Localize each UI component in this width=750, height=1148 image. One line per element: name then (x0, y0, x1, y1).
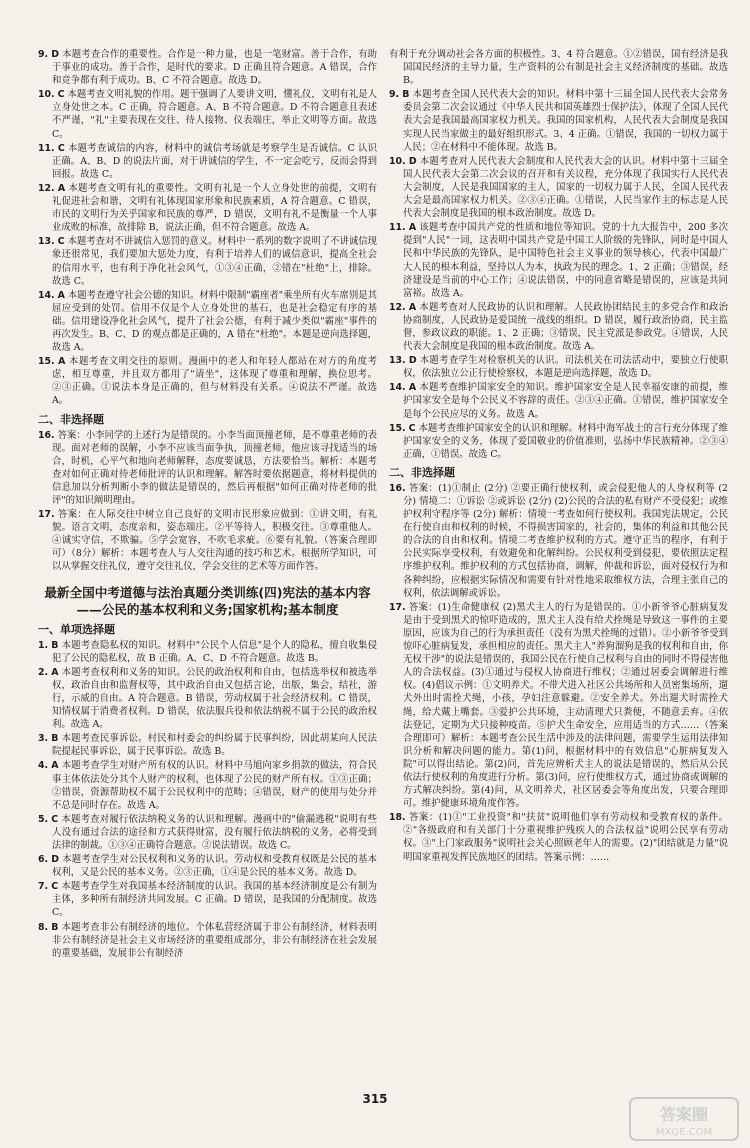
left-items-c (38, 639, 377, 960)
left-items-b (38, 429, 377, 574)
item-answer: C (57, 236, 65, 248)
item-answer: D (408, 355, 417, 367)
item-number: 8. (38, 921, 49, 933)
watermark-logo (628, 1096, 740, 1142)
item-answer: A (51, 666, 59, 678)
answer-item (389, 221, 728, 300)
item-number: 16. (38, 429, 55, 441)
item-number: 4. (38, 760, 49, 772)
item-number: 16. (389, 482, 406, 494)
item-answer: A (51, 760, 59, 772)
left-items-a (38, 48, 377, 408)
item-answer: B (51, 639, 59, 651)
item-number: 10. (38, 89, 55, 101)
right-items-b (389, 482, 728, 864)
answer-item (389, 811, 728, 863)
answer-item (38, 355, 377, 407)
item-answer: D (408, 155, 417, 167)
item-text: 有利于充分调动社会各方面的积极性。3、4 符合题意。①②错误，国有经济是我国国民经济的主导力量，生产资料的公有制是社会主义经济制度的基础。故选 B。 (389, 49, 728, 87)
item-answer: A (408, 382, 417, 394)
item-number: 6. (38, 854, 49, 866)
item-answer: C (408, 422, 416, 434)
answer-item (38, 182, 377, 234)
answer-item (38, 921, 377, 960)
item-text: 本题考查合作的重要性。合作是一种力量，也是一笔财富。善于合作，有助于事业的成功。善于合作，是时代的要求。D 正确且符合题意。A 错误，合作和竞争都有利于成功。B、C 不符合题意。故选 D。 (52, 49, 377, 87)
item-text: 本题考查非公有制经济的地位。个体私营经济属于非公有制经济，材料表明非公有制经济是社会主义市场经济的重要组成部分，非公有制经济在社会发展的重要基础，发展非公有制经济 (52, 921, 377, 959)
answer-item (38, 759, 377, 811)
item-number: 14. (38, 289, 55, 301)
item-text: 本题考查全国人民代表大会的知识。材料中第十三届全国人民代表大会常务委员会第二次会议通过《中华人民共和国英雄烈士保护法》，体现了全国人民代表大会是我国最高国家权力机关。我国的国家机构，人民代表大会制度是我国实现人民当家做主的最好组织形式。3、4 正确。①错误，我国的一切权力属于人民；②在材料中不能体现。故选 B。 (403, 89, 728, 153)
item-text: 本题考查权利和义务的知识。公民的政治权利和自由，包括选举权和被选举权，政治自由和监督权等，其中政治自由又包括言论，出版，集会，结社，游行，示威的自由。A 符合题意。B 错误，劳动权属于社会经济权利。C 错误，知情权属于消费者权利。D 错误，依法服兵役和依法纳税不属于公民的政治权利。故选 A。 (52, 666, 377, 731)
item-text: 本题考查隐私权的知识。材料中"公民个人信息"是个人的隐私，擅自收集侵犯了公民的隐私权，故 B 正确。A、C、D 不符合题意。故选 B。 (52, 639, 377, 664)
item-answer: B (402, 89, 410, 101)
item-number: 2. (38, 666, 49, 678)
item-number: 7. (38, 881, 49, 893)
item-answer: A (58, 356, 66, 368)
answer-item (38, 732, 377, 758)
answer-item (38, 666, 377, 731)
answer-item (38, 813, 377, 852)
item-text: 本题考查民事诉讼。村民和村委会的纠纷属于民事纠纷，因此胡某向人民法院提起民事诉讼，属于民事诉讼。故选 B。 (52, 733, 377, 758)
answer-item (38, 429, 377, 508)
item-text: 本题考查遵守社会公德的知识。材料中限制"霸座者"乘坐所有火车席别是其屈应受到的处罚。信用不仅是个人立身处世的基石，也是社会稳定有序的基础。信用建设净化社会风气，提升了社会公德，有利于减少类似"霸座"事件的再次发生。B、C、D 的观点都是正确的，A 错在"杜绝"。本题是逆向选择题，故选 A。 (52, 289, 377, 354)
answer-item (38, 289, 377, 354)
item-number: 9. (38, 49, 49, 60)
item-answer: A (408, 301, 417, 313)
answer-item (38, 88, 377, 140)
item-text: 本题考查文明礼貌的作用。题干强调了人要讲文明，懂礼仪，文明有礼是人立身处世之本。C 正确，符合题意。A、B 不符合题意。D 不符合题意且表述不严谨，"礼"主要表现在交往、待人接物、仪表端庄，举止文明等方面。故选 C。 (52, 89, 377, 140)
item-answer: B (51, 733, 59, 745)
item-number: 18. (389, 812, 406, 824)
item-text: 本题考查学生对检察机关的认识。司法机关在司法活动中，要独立行使职权，依法独立公正行使检察权，本题是逆向选择题，故选 D。 (403, 355, 728, 380)
item-answer: D (51, 854, 60, 866)
left-column (38, 48, 377, 1088)
item-number: 13. (38, 236, 55, 248)
item-text: 答案：(1)①"工业投资"和"扶贫"说明他们享有劳动权和受教育权的条件。②"各级政府和有关部门十分重视维护残疾人的合法权益"说明公民享有劳动权。③"上门家政服务"说明社会关心照顾老年人的需要。(2)"团结就是力量"说明国家重视发挥民族地区的团结。答案示例：…… (403, 812, 728, 863)
item-number: 3. (38, 733, 49, 745)
answer-item (38, 508, 377, 573)
item-text: 本题考查学生对财产所有权的认识。材料中马旭向家乡捐款的做法，符合民事主体依法处分其个人财产的权利，也体现了公民的财产所有权。①③正确；②错误，资源帮助权不属于公民权利中的范畴；④错误，财产的使用与处分并不总是同时存在。故选 A。 (52, 760, 377, 811)
left-section-nonchoice: 二、非选择题 (38, 412, 104, 426)
item-answer: A (408, 222, 417, 234)
answer-item (38, 48, 377, 87)
item-number: 1. (38, 639, 49, 651)
item-text: 本题考查对履行依法纳税义务的认识和理解。漫画中的"偷漏逃税"说明有些人没有通过合法的途径和方式获得财富，没有履行依法纳税的义务，必将受到法律的制裁。①③④正确符合题意。②说法错误。故选 C。 (52, 813, 377, 851)
answer-item (389, 301, 728, 353)
answer-item (389, 422, 728, 461)
item-answer: A (57, 289, 65, 301)
right-section-nonchoice: 二、非选择题 (389, 465, 455, 479)
answer-item (38, 639, 377, 665)
item-text: 本题考查对不讲诚信入惩罚的意义。材料中一系列的数字说明了不讲诚信现象还很常见，我们要加大惩处力度，有利于培养人们的诚信意识，提高全社会的信用水平，也有利于净化社会风气，①③④正确，②错在"杜绝"上，排除。故选 C。 (52, 236, 377, 287)
item-text: 答案：(1)①制止 (2分) ②要正确行使权利，或会侵犯他人的人身权利等 (2分) 情境二：①诉讼 ②或诉讼 (2分) (2)公民的合法的私有财产不受侵犯；或维护权利守程序等 (2分) 解析：情境一考查如何行使权利。我国宪法规定，公民在行使自由和权利的时候，不得损害国家的，社会的，集体的利益和其他公民的合法的自由和权利。情境二考查维护权利的方式。遵守正当的程序，有利于公民实际享受权利，有效避免和化解纠纷。公民权利受到侵犯，要依照法定程序维护权利。维护权利的方式包括协商，调解，仲裁和诉讼，面对侵权行为和各种纠纷，应根据实际情况和需要有针对性地采取维权方法，合理主张自己的权利，依法调解或诉讼。 (403, 482, 728, 599)
answer-item (389, 48, 728, 87)
item-number: 10. (389, 155, 406, 167)
answer-item (389, 88, 728, 153)
answer-item (389, 482, 728, 600)
item-text: 本题考查维护国家安全的认识和理解。材料中海军战士的言行充分体现了维护国家安全的义务，体现了爱国敬业的价值准则，弘扬中华民族精神。②③④正确，①错误。故选 C。 (403, 422, 728, 460)
item-text: 本题考查文明有礼的重要性。文明有礼是一个人立身处世的前提，文明有礼促进社会和谐，文明有礼体现国家形象和民族素质，A 符合题意。C 错误，市民的文明行为关乎国家和民族的尊严，D 错误，文明有礼不是衡量一个人事业成败的标准，故排除 B，说法正确，但不符合题意。故选 A。 (52, 182, 377, 234)
answer-item (389, 155, 728, 220)
item-text: 本题考查文明交往的原则。漫画中的老人和年轻人都站在对方的角度考虑，相互尊重，并且双方都用了"请坐"，这体现了尊重和理解，换位思考。②③正确。①说法本身是正确的，但与材料没有关系。④说法不严谨。故选 A。 (52, 356, 377, 407)
item-text: 本题考查对人民代表大会制度和人民代表大会的认识。材料中第十三届全国人民代表大会第二次会议的召开和有关议程，充分体现了我国实行人民代表大会制度，人民是我国国家的主人，国家的一切权力属于人民，全国人民代表大会是最高国家权力机关。②③④正确。①错误，人民当家作主的标志是人民代表大会制度是我国的根本政治制度。故选 D。 (403, 155, 728, 220)
item-answer: C (57, 142, 65, 154)
page-number: 315 (362, 1092, 388, 1106)
item-number: 5. (38, 813, 49, 825)
item-answer: D (51, 49, 60, 60)
answer-item (38, 880, 377, 919)
item-text: 本题考查维护国家安全的知识。维护国家安全是人民幸福安康的前提，维护国家安全是每个公民义不容辞的责任。②③④正确。①错误，维护国家安全是每个公民应尽的义务。故选 A。 (403, 382, 728, 420)
answer-item (389, 354, 728, 380)
answer-item (38, 142, 377, 181)
item-number: 14. (389, 382, 406, 394)
item-answer: A (57, 182, 66, 194)
answer-item (389, 381, 728, 420)
item-number: 15. (389, 422, 406, 434)
watermark-url: MXQE.COM (655, 1127, 713, 1138)
item-number: 15. (38, 356, 55, 368)
page-body (38, 48, 728, 1088)
item-text: 答案：在人际交往中树立自己良好的文明市民形象应做到：①讲文明，有礼貌。语言文明，态度亲和，姿态端庄。②平等待人，积极交往。③尊重他人。④诚实守信，不欺骗。⑤学会宽容，不吹毛求疵。⑥要有礼貌。（答案合理即可）（8分）解析：本题考查人与人交往沟通的技巧和艺术。根据所学知识，可以从掌握交往礼仪，遵守交往礼仪，学会交往的艺术等方面作答。 (52, 509, 377, 573)
right-column (389, 48, 728, 1088)
item-text: 答案：(1)生命健康权 (2)黑犬主人的行为是错误的。①小新爷爷心脏病复发是由于受到黑犬的惊吓造成的，黑犬主人没有给犬拴绳是导致这一事件的主要原因，应该为自己的行为承担责任（没有为黑犬拴绳的过错）。②小新爷爷受到惊吓心脏病复发，承担相应的责任。黑犬主人"养狗溜狗是我的权利和自由，你无权干涉"的说法是错误的，我国公民在行使自己权利与自由的同时不得侵害他人的合法权益。(3)①通过与侵权人协商进行维权；②通过居委会调解进行维权。(4)倡议示例：①文明养犬。不带犬进入社区公共场所和人员密集场所，遛犬外出时需拴犬绳，小孩，孕妇注意躲避。②安全养犬。外出遛犬时需拴犬绳，给犬戴上嘴套。③爱护公共环境，主动清理犬只粪便，不随意丢弃。④依法登记，定期为犬只接种疫苗。⑤护犬生命安全，应用适当的方式……（答案合理即可）解析：本题考查公民生活中涉及的法律问题，需要学生运用法律知识分析和解决问题的能力。第(1)问，根据材料中的有效信息"心脏病复发入院"可以得出结论。第(2)问，首先应辨析犬主人的说法是错误的，然后从公民依法行使权利的角度进行分析。第(3)问，应行使维权方式，通过协商或调解的方式解决纠纷。第(4)问，从文明养犬，社区居委会等角度出发，只要合理即可。维护健康环境角度作答。 (403, 601, 728, 810)
item-number: 17. (389, 601, 406, 613)
item-answer: C (57, 89, 65, 101)
item-number: 11. (389, 222, 406, 234)
item-text: 本题考查学生对公民权利和义务的认识。劳动权和受教育权既是公民的基本权利，又是公民的基本义务。②③正确，①④是公民的基本义务。故选 D。 (52, 854, 377, 879)
item-number: 9. (389, 89, 400, 101)
item-text: 本题考查学生对我国基本经济制度的认识。我国的基本经济制度是公有制为主体，多种所有制经济共同发展。C 正确。D 错误，是我国的分配制度。故选 C。 (52, 881, 377, 919)
watermark-text: 答案圈 (659, 1105, 709, 1124)
answer-item (38, 853, 377, 879)
item-text: 本题考查诚信的内容，材料中的诚信考场就是考察学生是否诚信。C 认识正确。A、B、D 的说法片面，对于讲诚信的学生，不一定会吃亏，反而会得到回报。故选 C。 (52, 142, 377, 180)
item-text: 该题考查中国共产党的性质和地位等知识。党的十九大报告中，200 多次提到"人民"一词，这表明中国共产党是中国工人阶级的先锋队，同时是中国人民和中华民族的先锋队，是中国特色社会主义事业的领导核心，代表中国最广大人民的根本利益，坚持以人为本，执政为民的理念。1、2 正确；③错误，经济建设是当前的中心工作；④说法错误，中的同意省略是错误的，应该是共同富裕。故选 A。 (403, 222, 728, 299)
item-answer: C (51, 813, 59, 825)
item-number: 17. (38, 509, 55, 521)
item-answer: B (51, 921, 59, 933)
item-text: 本题考查对人民政协的认识和理解。人民政协团结民主的多党合作和政治协商制度，人民政协是爱国统一战线的组织。D 错误，履行政治协商，民主监督，参政议政的职能。1、2 正确；③错误，民主党派是参政党。④错误，人民代表大会制度是我国的根本政治制度。故选 A。 (403, 301, 728, 353)
item-number: 11. (38, 142, 55, 154)
right-items-a (389, 48, 728, 461)
item-answer: C (51, 881, 59, 893)
answer-item (389, 601, 728, 811)
chapter-title: 最新全国中考道德与法治真题分类训练(四)宪法的基本内容——公民的基本权利和义务;国家机构;基本制度 (44, 584, 371, 617)
item-text: 答案：小李同学的上述行为是错误的。小李当面顶撞老师，是不尊重老师的表现。面对老师的误解，小李不应该当面争执，顶撞老师，他应该寻找适当的场合，时机，心平气和地向老师解释，态度要诚恳，方法要恰当。解析：本题考查对如何正确对待老师批评的认识和理解。解答时要依据题意，将材料提供的信息加以分析判断小李的做法是错误的，然后再根据"如何正确对待老师的批评"的知识阐明理由。 (52, 429, 377, 506)
item-number: 12. (38, 182, 55, 194)
item-number: 13. (389, 355, 406, 367)
answer-item (38, 235, 377, 287)
left-section-choice: 一、单项选择题 (38, 622, 115, 636)
item-number: 12. (389, 301, 406, 313)
